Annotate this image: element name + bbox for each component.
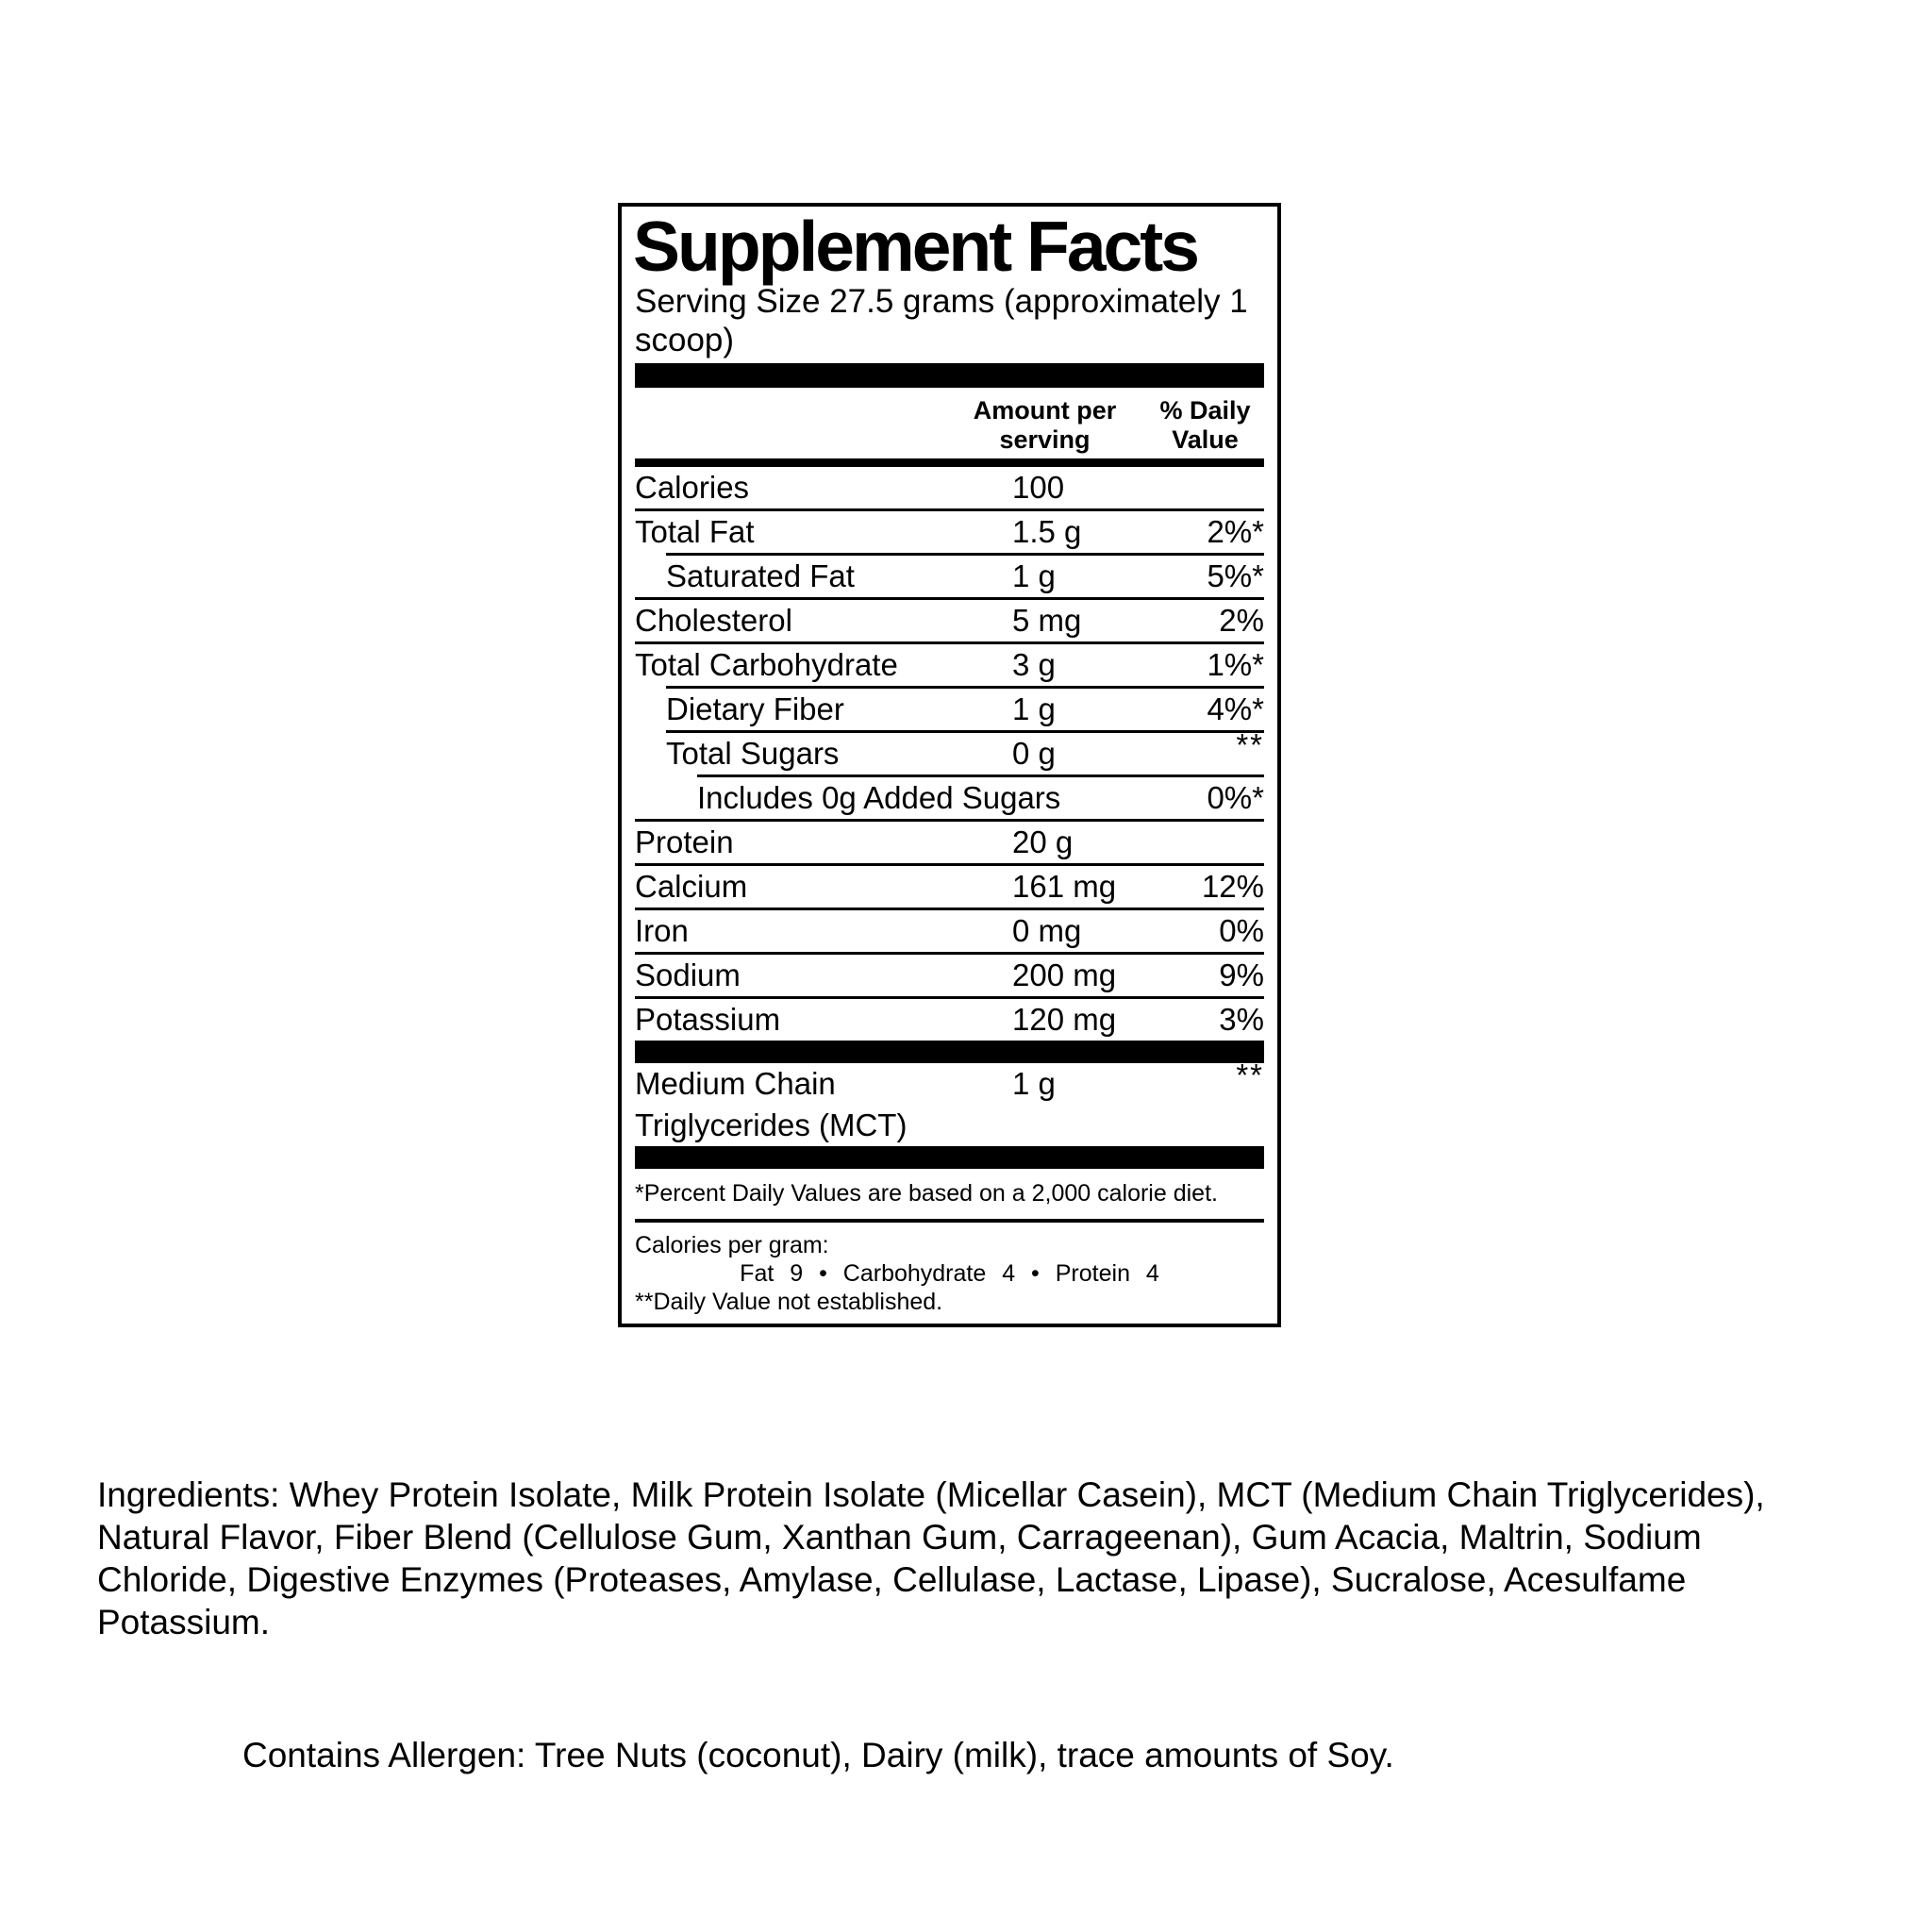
column-header-amount: Amount per serving [973,396,1117,454]
nutrient-name: Cholesterol [635,603,792,638]
nutrient-dv: 2% [1219,603,1264,638]
nutrient-amount: 20 g [1012,824,1074,859]
nutrient-amount: 1 g [1012,691,1056,726]
nutrient-name: Total Carbohydrate [635,647,898,682]
column-header-daily-value: % Daily Value [1159,396,1251,454]
footnote-daily-values: *Percent Daily Values are based on a 2,000 calorie diet. [635,1180,1218,1207]
ingredients-line: Ingredients: Whey Protein Isolate, Milk Protein Isolate (Micellar Casein), MCT (Medium Chain Triglycerides), [97,1475,1765,1514]
footnote-dv-not-established: **Daily Value not established. [635,1289,943,1315]
nutrient-amount: 1 g [1012,558,1056,593]
nutrient-dv: 0% [1219,913,1264,948]
calories-per-gram-values: Fat 9 • Carbohydrate 4 • Protein 4 [740,1260,1159,1287]
nutrient-name: Medium Chain Triglycerides (MCT) [635,1066,908,1142]
serving-size: Serving Size 27.5 grams (approximately 1 scoop) [635,283,1248,358]
nutrient-dv: 4%* [1207,691,1264,726]
nutrient-amount: 161 mg [1012,869,1117,904]
ingredients-paragraph [97,1474,1765,1643]
nutrient-name: Saturated Fat [666,558,855,593]
nutrient-row-mct [635,1058,1264,1146]
thick-divider-top [635,363,1264,388]
nutrient-amount: 5 mg [1012,603,1082,638]
nutrient-name: Sodium [635,958,741,992]
column-header-divider [635,458,1264,467]
nutrient-row-dietary-fiber [635,689,1264,730]
nutrient-amount: 200 mg [1012,958,1117,992]
nutrient-amount: 100 [1012,470,1065,505]
nutrient-amount: 120 mg [1012,1002,1117,1037]
nutrient-amount: 1 g [1012,1066,1056,1101]
nutrient-dv: 5%* [1207,558,1264,593]
footnote-divider [635,1219,1264,1223]
nutrient-row-sodium [635,955,1264,996]
ingredients-line: Potassium. [97,1603,271,1641]
nutrient-row-potassium [635,999,1264,1041]
nutrient-name: Includes 0g Added Sugars [697,780,1061,815]
nutrient-row-total-carbohydrate [635,644,1264,686]
nutrient-name: Protein [635,824,734,859]
nutrient-row-total-sugars [635,727,1264,774]
nutrient-name: Dietary Fiber [666,691,844,726]
nutrient-dv: 2%* [1207,514,1264,549]
nutrient-amount: 0 mg [1012,913,1082,948]
nutrient-amount: 3 g [1012,647,1056,682]
nutrient-row-protein [635,822,1264,863]
nutrient-row-cholesterol [635,600,1264,641]
nutrient-dv: ** [1236,727,1264,762]
nutrient-amount: 0 g [1012,736,1056,771]
supplement-facts-title: Supplement Facts [633,207,1197,286]
ingredients-line: Natural Flavor, Fiber Blend (Cellulose Gum, Xanthan Gum, Carrageenan), Gum Acacia, Maltrin, Sodium [97,1518,1702,1557]
nutrient-dv: 1%* [1207,647,1264,682]
calories-per-gram-label: Calories per gram: [635,1232,829,1258]
nutrient-row-saturated-fat [635,556,1264,597]
nutrient-dv: 0%* [1207,780,1264,815]
nutrient-name: Calories [635,470,750,505]
nutrient-name: Potassium [635,1002,781,1037]
nutrient-dv: 12% [1201,869,1264,904]
thick-divider-bottom [635,1146,1264,1169]
nutrient-row-calories [635,467,1264,508]
nutrient-dv: 9% [1219,958,1264,992]
nutrient-name: Total Fat [635,514,755,549]
nutrient-dv: 3% [1219,1002,1264,1037]
nutrient-row-calcium [635,866,1264,908]
nutrient-name: Total Sugars [666,736,840,771]
nutrient-dv: ** [1236,1058,1264,1092]
nutrient-row-added-sugars [635,777,1264,819]
nutrient-row-iron [635,910,1264,952]
nutrient-amount: 1.5 g [1012,514,1082,549]
supplement-facts-panel [618,203,1281,1327]
allergen-statement: Contains Allergen: Tree Nuts (coconut), Dairy (milk), trace amounts of Soy. [242,1736,1394,1774]
column-header-row [635,396,1264,455]
ingredients-line: Chloride, Digestive Enzymes (Proteases, Amylase, Cellulase, Lactase, Lipase), Sucralose, Acesulfame [97,1560,1687,1599]
nutrient-name: Iron [635,913,689,948]
nutrient-row-total-fat [635,511,1264,553]
nutrient-name: Calcium [635,869,748,904]
